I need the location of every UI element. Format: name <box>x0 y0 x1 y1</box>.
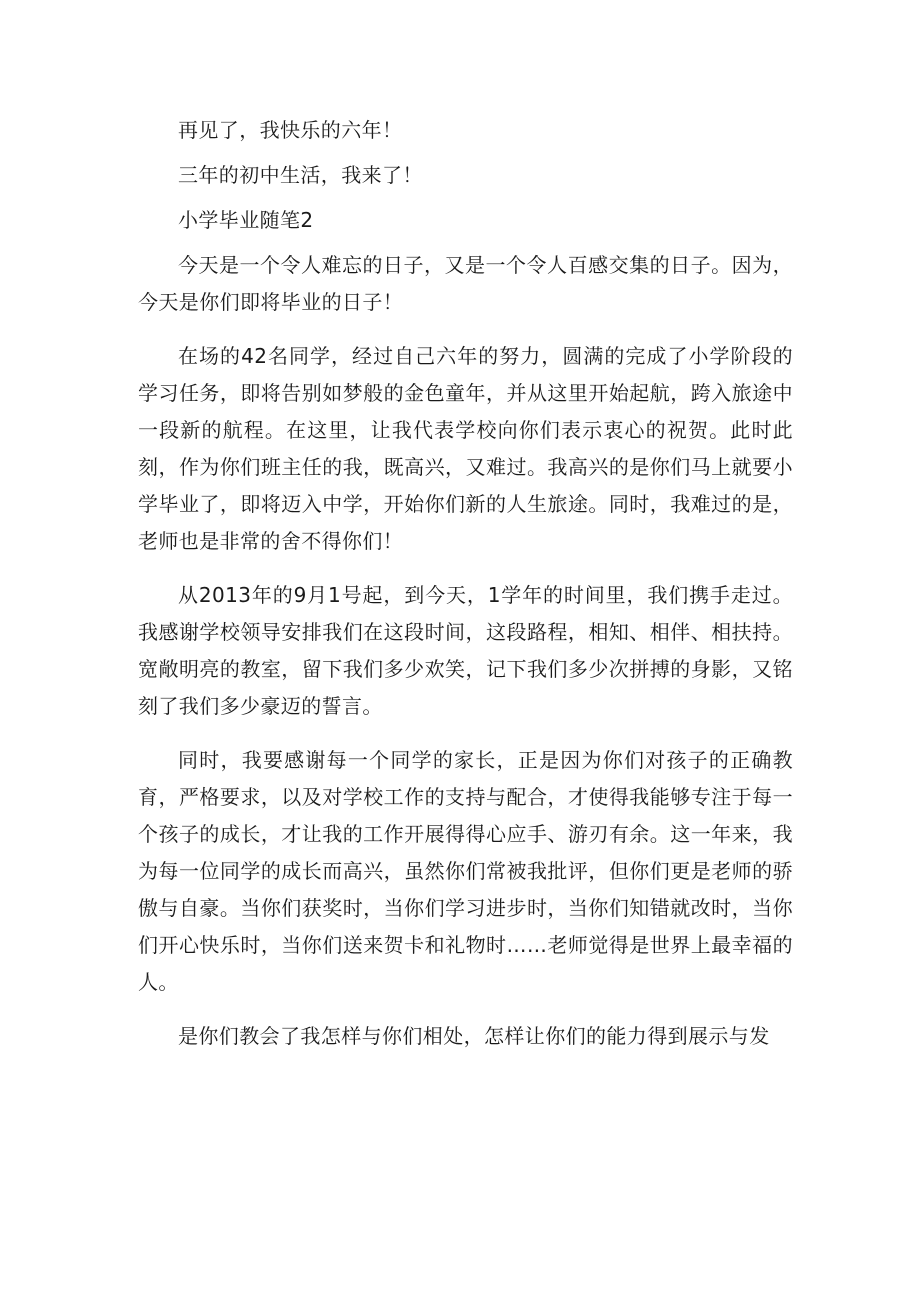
section-heading: 小学毕业随笔2 <box>178 208 314 232</box>
paragraph-middle-school: 三年的初中生活，我来了！ <box>178 163 423 187</box>
paragraph-graduation-day: 今天是一个令人难忘的日子，又是一个令人百感交集的日子。因为，今天是你们即将毕业的日子！ <box>138 253 793 314</box>
paragraph-school-year: 从2013年的9月1号起，到今天，1学年的时间里，我们携手走过。我感谢学校领导安排我们在这段时间，这段路程，相知、相伴、相扶持。宽敞明亮的教室，留下我们多少欢笑，记下我们多少次拼搏的身影，又铭刻了我们多少豪迈的誓言。 <box>138 583 793 718</box>
paragraph-congratulations: 在场的42名同学，经过自己六年的努力，圆满的完成了小学阶段的学习任务，即将告别如梦般的金色童年，并从这里开始起航，跨入旅途中一段新的航程。在这里，让我代表学校向你们表示衷心的祝贺。此时此刻，作为你们班主任的我，既高兴，又难过。我高兴的是你们马上就要小学毕业了，即将迈入中学，开始你们新的人生旅途。同时，我难过的是，老师也是非常的舍不得你们！ <box>138 344 793 553</box>
paragraph-thanks-parents: 同时，我要感谢每一个同学的家长，正是因为你们对孩子的正确教育，严格要求，以及对学校工作的支持与配合，才使得我能够专注于每一个孩子的成长，才让我的工作开展得得心应手、游刃有余。这一年来，我为每一位同学的成长而高兴，虽然你们常被我批评，但你们更是老师的骄傲与自豪。当你们获奖时，当你们学习进步时，当你们知错就改时，当你们开心快乐时，当你们送来贺卡和礼物时……老师觉得是世界上最幸福的人。 <box>138 748 793 994</box>
paragraph-farewell: 再见了，我快乐的六年！ <box>178 118 403 142</box>
paragraph-closing: 是你们教会了我怎样与你们相处，怎样让你们的能力得到展示与发 <box>178 1024 770 1048</box>
document-body <box>138 112 793 1072</box>
